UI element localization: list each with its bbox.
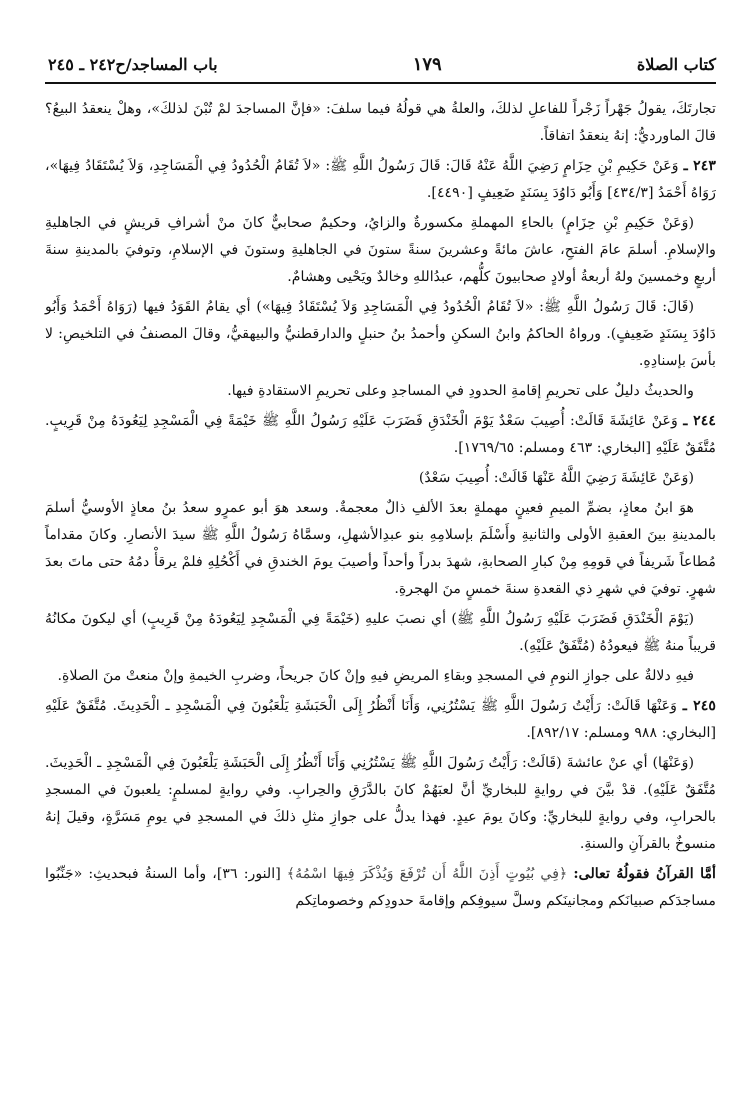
- commentary-paragraph: والحديثُ دليلٌ على تحريمِ إقامةِ الحدودِ في المساجدِ وعلى تحريمِ الاستقادةِ فيها.: [227, 383, 694, 399]
- hadith-text: وَعَنْهَا قَالَتْ: رَأَيْتُ رَسُولَ اللَّهِ ﷺ يَسْتُرُنِي، وَأَنَا أَنْظُرُ إِلَى الْحَبَشَةِ يَلْعَبُونَ فِي الْمَسْجِدِ ـ الْحَدِيثَ. مُتَّفَقٌ عَلَيْهِ [البخاري: ٩٨٨ ومسلم: ٨٩٢/١٧].: [45, 698, 716, 741]
- commentary-text: [النور: ٣٦]، وأما السنةُ فبحديثِ: «جَنِّبُوا مساجدَكم صبيانَكم ومجانينَكم وسلَّ سيوفِكم وإقامةَ حدودِكم وخصوماتِكم: [45, 866, 716, 909]
- paragraph-continuation: تجارتَكَ، يقولُ جَهْراً زَجْراً للفاعلِ لذلكَ، والعلةُ هي قولُهُ فيما سلفَ: «فإنَّ المساجدَ لمْ تُبْنَ لذلكَ»، وهلْ ينعقدُ البيعُ؟ قالَ الماورديُّ: إنهُ ينعقدُ اتفاقاً.: [45, 101, 716, 144]
- book-title: كتاب الصلاة: [636, 54, 716, 74]
- hadith-text: وَعَنْ حَكِيمِ بْنِ حِزَامٍ رَضِيَ اللَّهُ عَنْهُ قَالَ: قَالَ رَسُولُ اللَّهِ ﷺ: «لاَ تُقَامُ الْحُدُودُ فِي الْمَسَاجِدِ، وَلاَ يُسْتَقَادُ فِيهَا»، رَوَاهُ أَحْمَدُ [٤٣٤/٣] وَأَبُو دَاوُدَ بِسَنَدٍ ضَعِيفٍ [٤٤٩٠].: [45, 158, 716, 201]
- commentary-paragraph: فيهِ دلالةٌ على جوازِ النومِ في المسجدِ وبقاءِ المريضِ فيهِ وإنْ كانَ جريحاً، وضربِ الخيمةِ وإنْ منعتْ منَ الصلاةِ.: [57, 668, 694, 684]
- hadith-244: [45, 408, 716, 462]
- commentary-paragraph: (يَوْمَ الْخَنْدَقِ فَضَرَبَ عَلَيْهِ رَسُولُ اللَّهِ ﷺ) أي نصبَ عليهِ (خَيْمَةً فِي الْمَسْجِدِ لِيَعُودَهُ مِنْ قَرِيبٍ) أي ليكونَ مكانُهُ قريباً منهُ ﷺ فيعودُهُ (مُتَّفَقٌ عَلَيْهِ).: [45, 611, 716, 654]
- quran-intro: أمَّا القرآنُ فقولُهُ تعالى:: [573, 866, 717, 882]
- commentary-paragraph: هوَ ابنُ معاذٍ، بضمِّ الميمِ فعينٍ مهملةٍ بعدَ الألفِ ذالٌ معجمةٌ. وسعد هوَ أبو عمرٍو سعدُ بنُ معاذٍ الأوسيُّ أسلمَ بالمدينةِ بينَ العقبةِ الأولى والثانيةِ وأَسْلَمَ بإسلامِهِ بنو عبدِالأشهلِ، وسمَّاهُ رَسُولُ اللَّهِ ﷺ سيدَ الأنصارِ. وكانَ مقداماً مُطاعاً شَريفاً في قومِهِ مِنْ كبارِ الصحابةِ، شهدَ بدراً وأحداً وأصيبَ يومَ الخندقِ في أَكْحُلِهِ فلمْ يرقأْ دمُهُ حتى ماتَ بعدَ شهرٍ. توفيَ في شهرِ ذي القعدةِ سنةَ خمسٍ منَ الهجرةِ.: [45, 500, 716, 597]
- quran-verse: ﴿فِي بُيُوتٍ أَذِنَ اللَّهُ أَن تُرْفَعَ وَيُذْكَرَ فِيهَا اسْمُهُ﴾: [286, 866, 568, 882]
- commentary-paragraph: [45, 861, 716, 915]
- hadith-number: ٢٤٤ ـ: [683, 413, 716, 429]
- header-rule: [45, 82, 716, 84]
- commentary-paragraph: (وَعَنْ عَائِشَةَ رَضِيَ اللَّهُ عَنْهَا قَالَتْ: أُصِيبَ سَعْدٌ): [418, 470, 694, 486]
- running-header: [48, 50, 716, 78]
- page-body: [45, 96, 716, 1103]
- hadith-245: [45, 693, 716, 747]
- commentary-paragraph: (وَعَنْهَا) أي عنْ عائشةَ (قَالَتْ: رَأَيْتُ رَسُولَ اللَّهِ ﷺ يَسْتُرُنِي وَأَنَا أَنْظُرُ إِلَى الْحَبَشَةِ يَلْعَبُونَ فِي الْمَسْجِدِ ـ الْحَدِيثَ. مُتَّفَقٌ عَلَيْهِ). قدْ بيَّنَ في روايةٍ للبخاريِّ أنَّ لعبَهُمْ كانَ بالدَّرَقِ والحِرابِ. وفي روايةٍ لمسلمٍ: يلعبونَ في المسجدِ بالحرابِ، وفي روايةٍ للبخاريِّ: وكانَ يومَ عيدٍ. فهذا يدلُّ على جوازِ مثلِ ذلكَ في المسجدِ في يومِ مَسَرَّةٍ، وقيلَ إنهُ منسوخٌ بالقرآنِ والسنةِ.: [45, 755, 716, 852]
- page-number: ١٧٩: [412, 53, 442, 75]
- commentary-paragraph: (قَالَ: قَالَ رَسُولُ اللَّهِ ﷺ: «لاَ تُقَامُ الْحُدُودُ فِي الْمَسَاجِدِ وَلاَ يُسْتَقَادُ فِيهَا») أي يقامُ القَوَدُ فيها (رَوَاهُ أَحْمَدُ وَأَبُو دَاوُدَ بِسَنَدٍ ضَعِيفٍ). ورواهُ الحاكمُ وابنُ السكنِ وأحمدُ بنُ حنبلٍ والدارقطنيُّ والبيهقيُّ، وقالَ المصنفُ في التلخيصِ: لا بأسَ بإسنادِهِ.: [45, 299, 716, 369]
- hadith-number: ٢٤٣ ـ: [683, 158, 716, 174]
- hadith-243: [45, 153, 716, 207]
- commentary-paragraph: (وَعَنْ حَكِيمِ بْنِ حِزَامٍ) بالحاءِ المهملةِ مكسورةٌ والزايُ، وحكيمٌ صحابيٌّ كانَ منْ أشرافِ قريشٍ في الجاهليةِ والإسلامِ. أسلمَ عامَ الفتحِ، عاشَ مائةً وعشرينَ سنةً ستونَ في الجاهليةِ وستونَ في الإسلامِ، وتوفيَ بالمدينةِ سنةَ أربعٍ وخمسينَ ولهُ أربعةُ أولادٍ صحابيونَ كلُّهم، عبدُاللهِ وخالدٌ ويَحْيى وهشامٌ.: [45, 215, 716, 285]
- chapter-reference: باب المساجد/ح٢٤٢ ـ ٢٤٥: [48, 54, 218, 74]
- hadith-number: ٢٤٥ ـ: [682, 698, 716, 714]
- hadith-text: وَعَنْ عَائِشَةَ قَالَتْ: أُصِيبَ سَعْدٌ يَوْمَ الْخَنْدَقِ فَضَرَبَ عَلَيْهِ رَسُولُ اللَّهِ ﷺ خَيْمَةً فِي الْمَسْجِدِ لِيَعُودَهُ مِنْ قَرِيبٍ. مُتَّفَقٌ عَلَيْهِ [البخاري: ٤٦٣ ومسلم: ١٧٦٩/٦٥].: [45, 413, 716, 456]
